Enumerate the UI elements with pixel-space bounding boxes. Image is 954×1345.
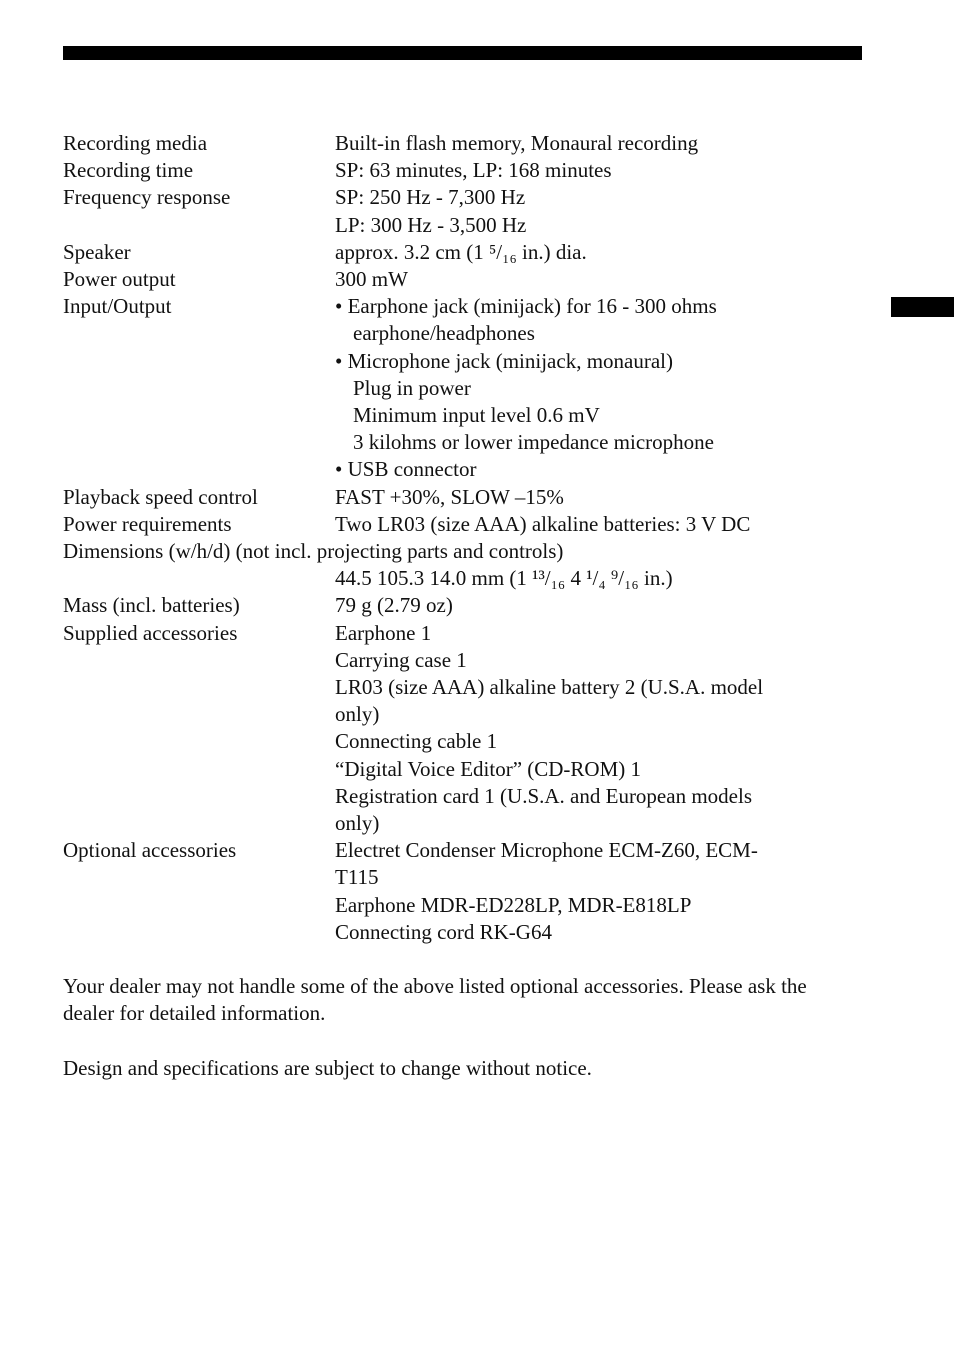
spec-value: T115	[335, 865, 379, 890]
spec-value: LP: 300 Hz - 3,500 Hz	[335, 212, 527, 237]
spec-row-playback-speed	[63, 484, 863, 511]
spec-row-dimensions-value	[63, 565, 863, 592]
spec-row-power-output	[63, 266, 863, 293]
spec-row-optional-accessories	[63, 837, 863, 946]
spec-value: 300 mW	[335, 267, 408, 292]
spec-value: Earphone MDR-ED228LP, MDR-E818LP	[335, 892, 692, 917]
spec-values	[335, 293, 863, 483]
spec-value: Built-in flash memory, Monaural recording	[335, 131, 699, 155]
spec-row-frequency-response	[63, 184, 863, 238]
spec-label: Recording time	[63, 158, 194, 183]
spec-row-input-output	[63, 293, 863, 483]
dealer-note: Your dealer may not handle some of the above listed optional accessories. Please ask the dealer for detailed information.	[63, 974, 807, 1026]
spec-value: Two LR03 (size AAA) alkaline batteries: 3 V DC	[335, 511, 751, 536]
spec-values	[335, 592, 863, 619]
spec-value: • Earphone jack (minijack) for 16 - 300 ohms	[335, 294, 717, 319]
spec-value: • Microphone jack (minijack, monaural)	[335, 348, 673, 373]
design-note: Design and specifications are subject to change without notice.	[63, 1056, 592, 1080]
header-rule	[63, 46, 862, 60]
spec-value: Electret Condenser Microphone ECM-Z60, ECM-	[335, 838, 758, 863]
spec-value: Earphone 1	[335, 620, 432, 645]
spec-label: Power requirements	[63, 511, 232, 536]
spec-value: “Digital Voice Editor” (CD-ROM) 1	[335, 756, 642, 781]
spec-values	[335, 565, 863, 592]
spec-label: Input/Output	[63, 294, 172, 319]
spec-values	[335, 184, 863, 238]
spec-row-recording-time	[63, 157, 863, 184]
spec-values	[335, 266, 863, 293]
spec-row-supplied-accessories	[63, 620, 863, 838]
spec-value: LR03 (size AAA) alkaline battery 2 (U.S.A. model	[335, 675, 764, 700]
spec-value: 3 kilohms or lower impedance microphone	[353, 430, 714, 455]
spec-row-dimensions-label	[63, 538, 863, 565]
spec-value: Connecting cord RK-G64	[335, 919, 552, 944]
spec-row-power-requirements	[63, 511, 863, 538]
spec-value: Plug in power	[353, 375, 471, 400]
spec-value: only)	[335, 811, 380, 836]
specifications-table	[63, 130, 863, 946]
spec-values	[335, 511, 863, 538]
spec-label: Playback speed control	[63, 484, 258, 509]
spec-value: approx. 3.2 cm (1 ⁵/₁₆ in.) dia.	[335, 239, 587, 264]
spec-values	[335, 620, 863, 838]
spec-value: Registration card 1 (U.S.A. and European models	[335, 783, 752, 808]
spec-row-recording-media	[63, 130, 863, 157]
spec-value: Carrying case 1	[335, 647, 467, 672]
spec-value: Minimum input level 0.6 mV	[353, 403, 600, 428]
spec-label: Speaker	[63, 239, 131, 264]
spec-value: Connecting cable 1	[335, 729, 498, 754]
spec-label: Power output	[63, 267, 176, 292]
spec-row-speaker	[63, 239, 863, 266]
spec-label: Mass (incl. batteries)	[63, 593, 240, 618]
spec-value: • USB connector	[335, 457, 477, 482]
spec-values	[335, 239, 863, 266]
spec-label: Frequency response	[63, 185, 231, 210]
spec-value: SP: 250 Hz - 7,300 Hz	[335, 185, 526, 210]
spec-label: Dimensions (w/h/d) (not incl. projecting parts and controls)	[63, 539, 564, 564]
spec-label: Recording media	[63, 131, 208, 155]
spec-values	[335, 130, 863, 157]
spec-value: only)	[335, 702, 380, 727]
spec-row-mass	[63, 592, 863, 619]
spec-value: 79 g (2.79 oz)	[335, 593, 453, 618]
spec-values	[335, 157, 863, 184]
spec-values	[335, 837, 863, 946]
spec-value: 44.5 105.3 14.0 mm (1 ¹³/₁₆ 4 ¹/₄ ⁹/₁₆ in.)	[335, 566, 673, 591]
spec-label: Supplied accessories	[63, 620, 238, 645]
spec-values	[335, 484, 863, 511]
section-tab-marker	[891, 297, 954, 317]
spec-label: Optional accessories	[63, 838, 237, 863]
spec-value: FAST +30%, SLOW –15%	[335, 484, 564, 509]
spec-value: earphone/headphones	[353, 321, 535, 346]
spec-value: SP: 63 minutes, LP: 168 minutes	[335, 158, 612, 183]
